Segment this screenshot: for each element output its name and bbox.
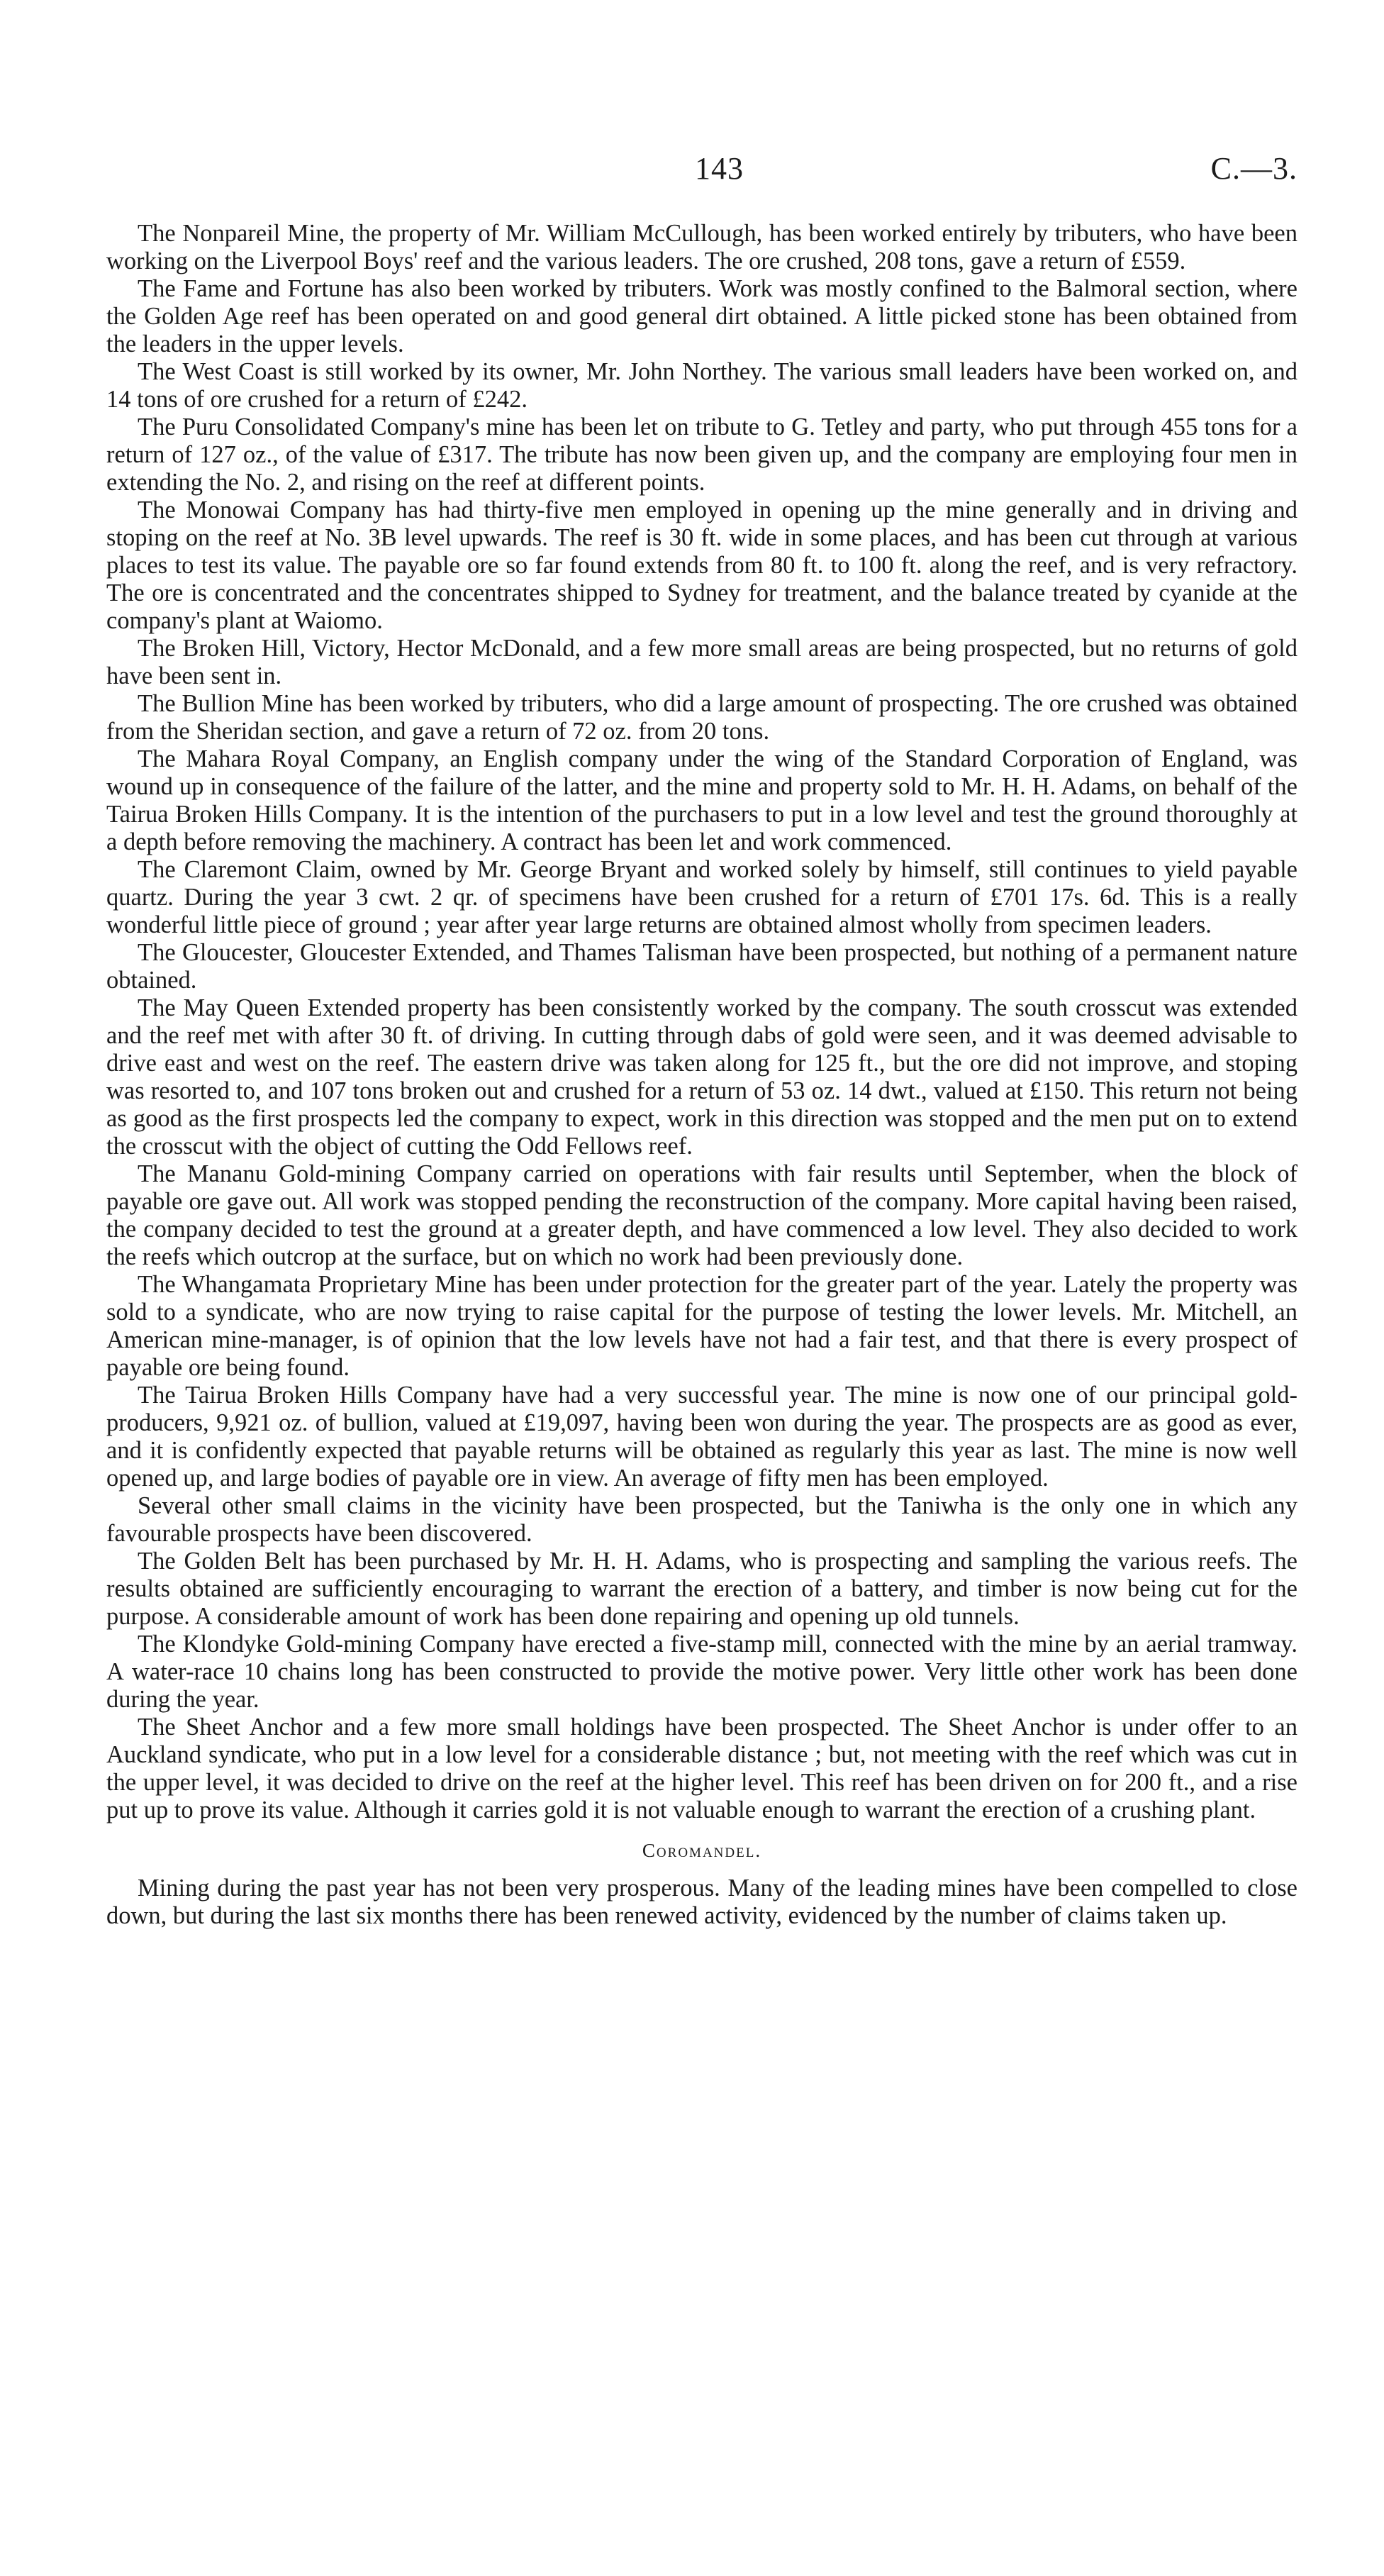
paragraph-claremont-claim: The Claremont Claim, owned by Mr. George Bryant and worked solely by himself, still continues to yield payable quartz. During the year 3 cwt. 2 qr. of specimens have been crushed for a return of £701 17s. 6d. This is a really wonderful little piece of ground ; year after year large returns are obtained almost wholly from specimen leaders. bbox=[106, 856, 1298, 938]
paragraph-mahara-royal: The Mahara Royal Company, an English company under the wing of the Standard Corporation of England, was wound up in consequence of the failure of the latter, and the mine and property sold to Mr. H. H. Adams, on behalf of the Tairua Broken Hills Company. It is the intention of the purchasers to put in a low level and test the ground thoroughly at a depth before removing the machinery. A contract has been let and work commenced. bbox=[106, 745, 1298, 855]
paragraph-puru-consolidated: The Puru Consolidated Company's mine has been let on tribute to G. Tetley and party, who put through 455 tons for a return of 127 oz., of the value of £317. The tribute has now been given up, and the company are employing four men in extending the No. 2, and rising on the reef at different points. bbox=[106, 413, 1298, 496]
paragraph-other-small-claims: Several other small claims in the vicinity have been prospected, but the Taniwha is the only one in which any favourable prospects have been discovered. bbox=[106, 1492, 1298, 1547]
paragraph-nonpareil-mine: The Nonpareil Mine, the property of Mr. William McCullough, has been worked entirely by tributers, who have been working on the Liverpool Boys' reef and the various leaders. The ore crushed, 208 tons, gave a return of £559. bbox=[106, 220, 1298, 274]
paragraph-whangamata-proprietary: The Whangamata Proprietary Mine has been under protection for the greater part of the year. Lately the property was sold to a syndicate, who are now trying to raise capital for the purpose of testing the lower levels. Mr. Mitchell, an American mine-manager, is of opinion that the low levels have not had a fair test, and that there is every prospect of payable ore being found. bbox=[106, 1271, 1298, 1381]
paragraph-mananu-gold-mining: The Mananu Gold-mining Company carried on operations with fair results until September, when the block of payable ore gave out. All work was stopped pending the reconstruction of the company. More capital having been raised, the company decided to test the ground at a greater depth, and have commenced a low level. They also decided to work the reefs which outcrop at the surface, but on which no work had been previously done. bbox=[106, 1160, 1298, 1270]
paragraph-coromandel-mining: Mining during the past year has not been very prosperous. Many of the leading mines have been compelled to close down, but during the last six months there has been renewed activity, evidenced by the number of claims taken up. bbox=[106, 1875, 1298, 1929]
paragraph-sheet-anchor: The Sheet Anchor and a few more small holdings have been prospected. The Sheet Anchor is under offer to an Auckland syndicate, who put in a low level for a considerable distance ; but, not meeting with the reef which was cut in the upper level, it was decided to drive on the reef at the higher level. This reef has been driven on for 200 ft., and a rise put up to prove its value. Although it carries gold it is not valuable enough to warrant the erection of a crushing plant. bbox=[106, 1714, 1298, 1823]
paragraph-monowai-company: The Monowai Company has had thirty-five men employed in opening up the mine generally and in driving and stoping on the reef at No. 3B level upwards. The reef is 30 ft. wide in some places, and has been cut through at various places to test its value. The payable ore so far found extends from 80 ft. to 100 ft. along the reef, and is very refractory. The ore is concentrated and the concentrates shipped to Sydney for treatment, and the balance treated by cyanide at the company's plant at Waiomo. bbox=[106, 496, 1298, 634]
paragraph-bullion-mine: The Bullion Mine has been worked by tributers, who did a large amount of prospecting. The ore crushed was obtained from the Sheridan section, and gave a return of 72 oz. from 20 tons. bbox=[106, 690, 1298, 745]
paragraph-broken-hill: The Broken Hill, Victory, Hector McDonald, and a few more small areas are being prospected, but no returns of gold have been sent in. bbox=[106, 635, 1298, 689]
section-heading-coromandel: Coromandel. bbox=[642, 1840, 762, 1861]
paragraph-west-coast: The West Coast is still worked by its owner, Mr. John Northey. The various small leaders have been worked on, and 14 tons of ore crushed for a return of £242. bbox=[106, 358, 1298, 413]
document-reference: C.—3. bbox=[1210, 151, 1298, 186]
paragraph-may-queen-extended: The May Queen Extended property has been consistently worked by the company. The south crosscut was extended and the reef met with after 30 ft. of driving. In cutting through dabs of gold were seen, and it was deemed advisable to drive east and west on the reef. The eastern drive was taken along for 125 ft., but the ore did not improve, and stoping was resorted to, and 107 tons broken out and crushed for a return of 53 oz. 14 dwt., valued at £150. This return not being as good as the first prospects led the company to expect, work in this direction was stopped and the men put on to extend the crosscut with the object of cutting the Odd Fellows reef. bbox=[106, 994, 1298, 1160]
paragraph-golden-belt: The Golden Belt has been purchased by Mr. H. H. Adams, who is prospecting and sampling the various reefs. The results obtained are sufficiently encouraging to warrant the erection of a battery, and timber is now being cut for the purpose. A considerable amount of work has been done repairing and opening up old tunnels. bbox=[106, 1548, 1298, 1630]
paragraph-gloucester: The Gloucester, Gloucester Extended, and Thames Talisman have been prospected, but nothing of a permanent nature obtained. bbox=[106, 939, 1298, 994]
paragraph-fame-and-fortune: The Fame and Fortune has also been worked by tributers. Work was mostly confined to the Balmoral section, where the Golden Age reef has been operated on and good general dirt obtained. A little picked stone has been obtained from the leaders in the upper levels. bbox=[106, 275, 1298, 357]
paragraph-tairua-broken-hills: The Tairua Broken Hills Company have had a very successful year. The mine is now one of our principal gold-producers, 9,921 oz. of bullion, valued at £19,097, having been won during the year. The prospects are as good as ever, and it is confidently expected that payable returns will be obtained as regularly this year as last. The mine is now well opened up, and large bodies of payable ore in view. An average of fifty men has been employed. bbox=[106, 1382, 1298, 1492]
paragraph-klondyke-gold-mining: The Klondyke Gold-mining Company have erected a five-stamp mill, connected with the mine by an aerial tramway. A water-race 10 chains long has been constructed to provide the motive power. Very little other work has been done during the year. bbox=[106, 1631, 1298, 1713]
body-text bbox=[106, 220, 1298, 1930]
page-number: 143 bbox=[695, 151, 744, 186]
page-header bbox=[106, 150, 1298, 193]
